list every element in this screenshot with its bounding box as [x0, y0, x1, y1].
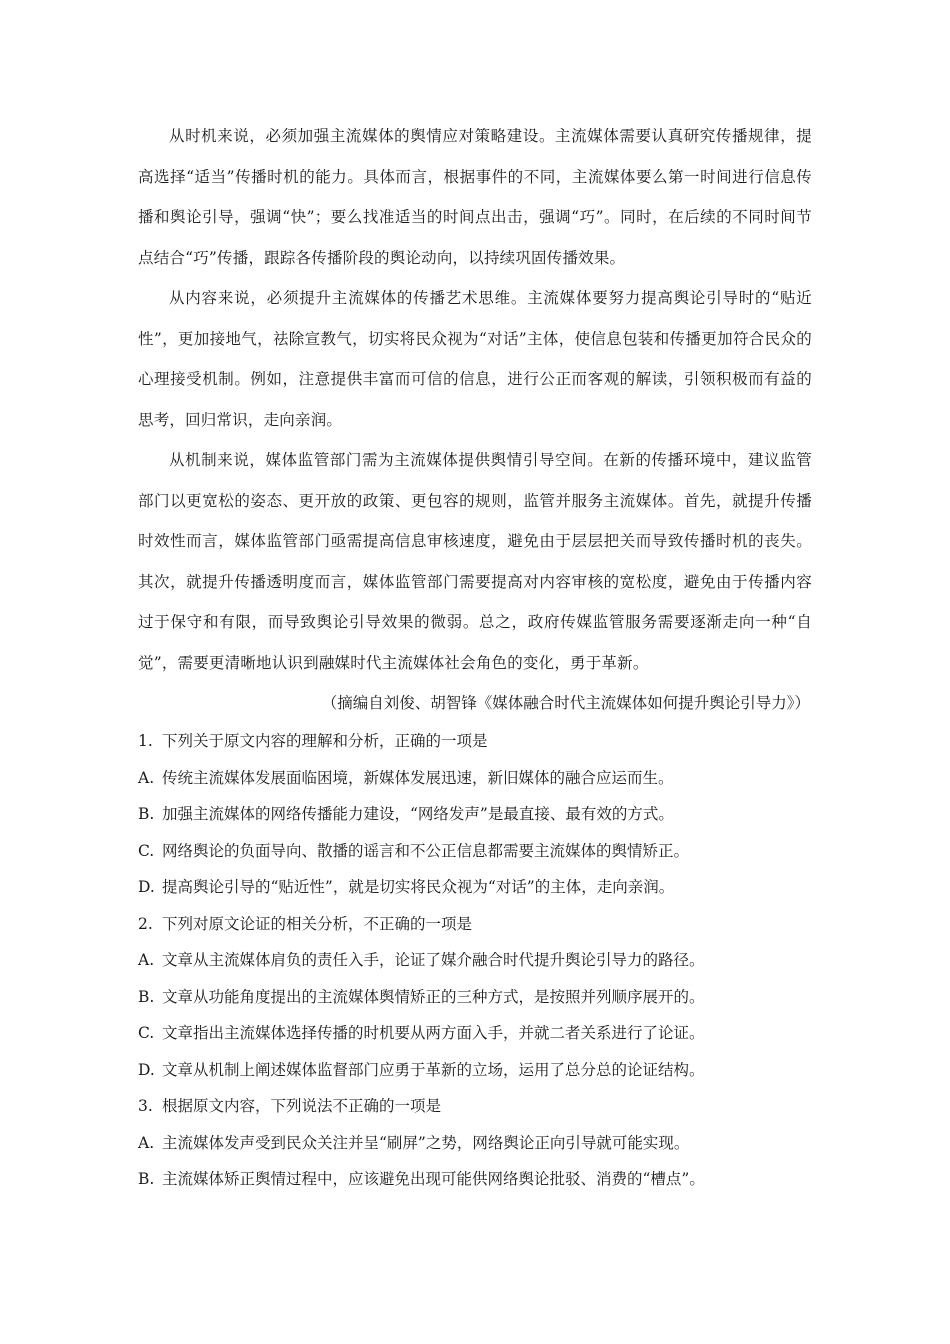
question-3: [138, 1088, 812, 1198]
option-label: A.: [138, 768, 155, 787]
question-number: 3.: [138, 1097, 153, 1115]
question-stem-text: 下列关于原文内容的理解和分析，正确的一项是: [162, 732, 488, 750]
option-b: [138, 1161, 812, 1198]
option-b: [138, 796, 812, 833]
option-label: B.: [138, 805, 155, 823]
option-label: C.: [138, 1024, 155, 1042]
question-stem: [138, 906, 812, 943]
question-2: [138, 906, 812, 1089]
option-label: D.: [138, 878, 155, 896]
option-c: [138, 833, 812, 870]
question-number: 1.: [138, 732, 153, 750]
option-text: 主流媒体发声受到民众关注并呈“刷屏”之势，网络舆论正向引导就可能实现。: [162, 1133, 690, 1152]
option-label: D.: [138, 1060, 155, 1079]
option-c: [138, 1015, 812, 1052]
article-paragraph-timing: 从时机来说，必须加强主流媒体的舆情应对策略建设。主流媒体需要认真研究传播规律，提高选择“适当”传播时机的能力。具体而言，根据事件的不同，主流媒体要么第一时间进行信息传播和舆论引导，强调“快”；要么找准适当的时间点出击，强调“巧”。同时，在后续的不同时间节点结合“巧”传播，跟踪各传播阶段的舆论动向，以持续巩固传播效果。: [138, 127, 812, 267]
option-a: [138, 1125, 812, 1162]
option-label: A.: [138, 951, 155, 969]
option-text: 提高舆论引导的“贴近性”，就是切实将民众视为“对话”的主体，走向亲润。: [162, 878, 675, 896]
option-label: B.: [138, 1170, 155, 1188]
question-1: [138, 723, 812, 906]
question-stem-text: 下列对原文论证的相关分析，不正确的一项是: [162, 914, 473, 933]
option-d: [138, 1052, 812, 1089]
option-text: 传统主流媒体发展面临困境，新媒体发展迅速，新旧媒体的融合应运而生。: [162, 768, 674, 787]
option-label: C.: [138, 841, 155, 860]
option-text: 文章从机制上阐述媒体监督部门应勇于革新的立场，运用了总分总的论证结构。: [162, 1060, 705, 1079]
option-text: 文章从主流媒体肩负的责任入手，论证了媒介融合时代提升舆论引导力的路径。: [162, 951, 705, 969]
option-text: 文章指出主流媒体选择传播的时机要从两方面入手，并就二者关系进行了论证。: [162, 1024, 705, 1042]
option-a: [138, 942, 812, 979]
article-source: （摘编自刘俊、胡智锋《媒体融合时代主流媒体如何提升舆论引导力》）: [321, 694, 810, 712]
option-label: B.: [138, 987, 155, 1006]
article-paragraph-mechanism: 从机制来说，媒体监管部门需为主流媒体提供舆情引导空间。在新的传播环境中，建议监管部门以更宽松的姿态、更开放的政策、更包容的规则，监管并服务主流媒体。首先，就提升传播时效性而言，媒体监管部门亟需提高信息审核速度，避免由于层层把关而导致传播时机的丧失。其次，就提升传播透明度而言，媒体监管部门需要提高对内容审核的宽松度，避免由于传播内容过于保守和有限，而导致舆论引导效果的微弱。总之，政府传媒监管服务需要逐渐走向一种“自觉”，需要更清晰地认识到融媒时代主流媒体社会角色的变化，勇于革新。: [138, 451, 812, 672]
option-text: 文章从功能角度提出的主流媒体舆情矫正的三种方式，是按照并列顺序展开的。: [162, 987, 705, 1006]
option-text: 网络舆论的负面导向、散播的谣言和不公正信息都需要主流媒体的舆情矫正。: [162, 841, 690, 860]
document-page: [138, 116, 812, 1198]
option-b: [138, 979, 812, 1016]
option-text: 加强主流媒体的网络传播能力建设，“网络发声”是最直接、最有效的方式。: [162, 805, 674, 823]
option-text: 主流媒体矫正舆情过程中，应该避免出现可能供网络舆论批驳、消费的“槽点”。: [162, 1170, 705, 1188]
option-label: A.: [138, 1133, 155, 1152]
question-stem: [138, 1088, 812, 1125]
option-d: [138, 869, 812, 906]
article-paragraph-content: 从内容来说，必须提升主流媒体的传播艺术思维。主流媒体要努力提高舆论引导时的“贴近性”，更加接地气，祛除宣教气，切实将民众视为“对话”主体，使信息包装和传播更加符合民众的心理接受机制。例如，注意提供丰富而可信的信息，进行公正而客观的解读，引领积极而有益的思考，回归常识，走向亲润。: [138, 289, 812, 429]
question-number: 2.: [138, 914, 153, 933]
question-stem: [138, 723, 812, 760]
option-a: [138, 760, 812, 797]
question-stem-text: 根据原文内容，下列说法不正确的一项是: [162, 1097, 442, 1115]
